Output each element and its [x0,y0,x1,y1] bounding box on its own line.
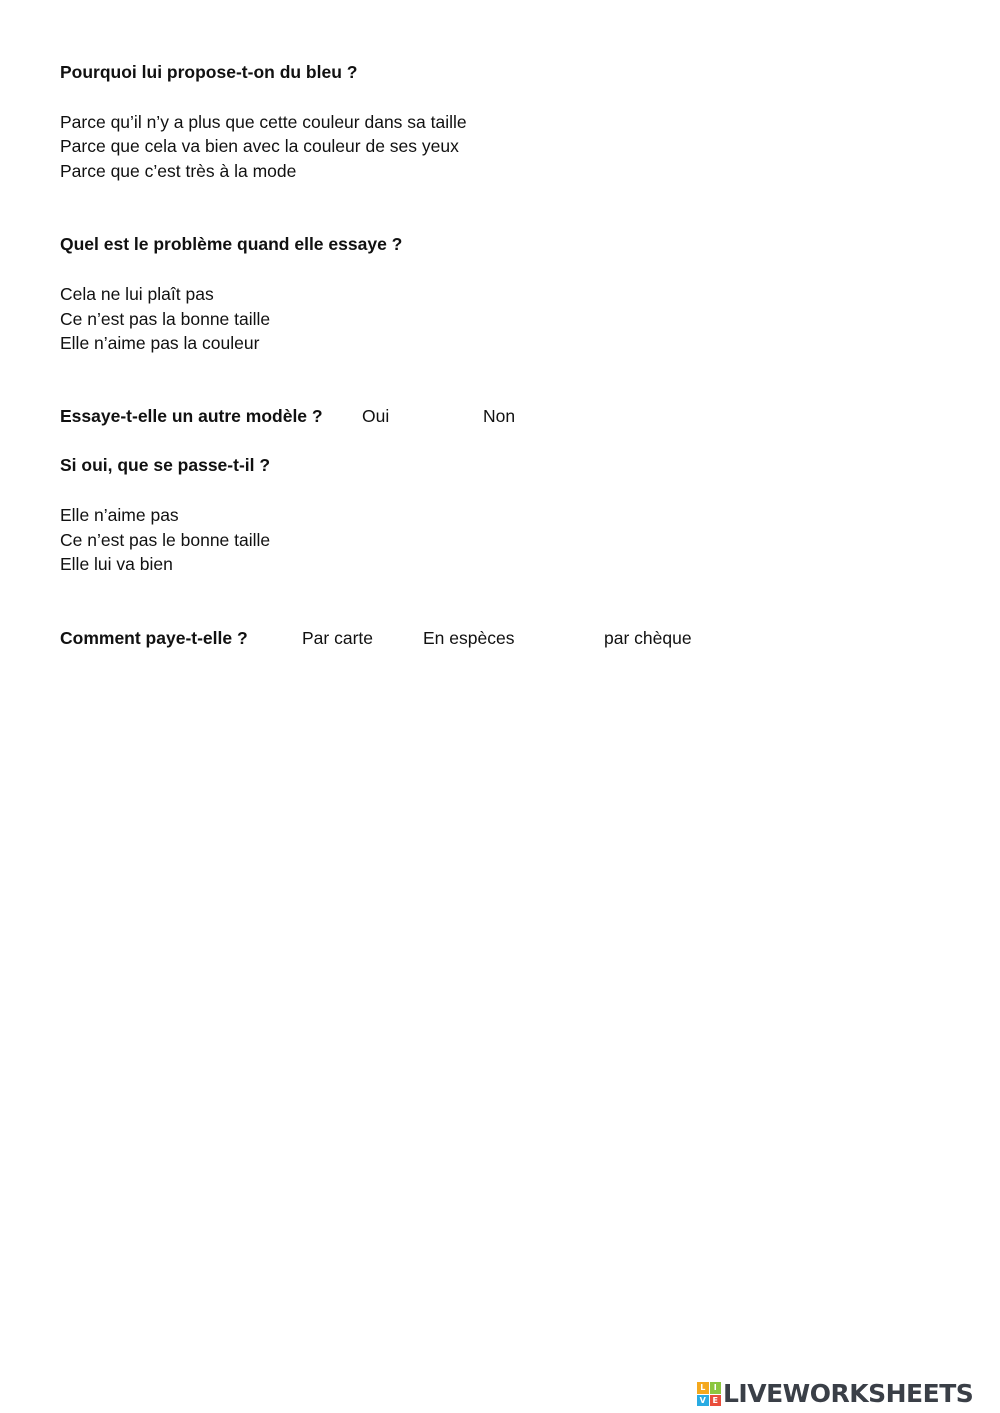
logo-blocks-icon [697,1382,721,1406]
question-2-text: Quel est le problème quand elle essaye ? [60,234,403,254]
question-2-option-2[interactable]: Ce n’est pas la bonne taille [60,309,271,329]
logo-block-v: V [697,1395,709,1407]
question-3-option-oui[interactable]: Oui [362,406,390,426]
question-1-option-3[interactable]: Parce que c’est très à la mode [60,161,297,181]
question-1-option-2[interactable]: Parce que cela va bien avec la couleur de ses yeux [60,136,459,156]
question-2-option-3[interactable]: Elle n’aime pas la couleur [60,333,260,353]
question-5-option-cheque[interactable]: par chèque [604,628,692,648]
question-2-option-1[interactable]: Cela ne lui plaît pas [60,284,214,304]
logo-text: LIVEWORKSHEETS [723,1379,974,1408]
question-3-text: Essaye-t-elle un autre modèle ? [60,406,323,426]
question-1-text: Pourquoi lui propose-t-on du bleu ? [60,62,358,82]
question-1-option-1[interactable]: Parce qu’il n’y a plus que cette couleur dans sa taille [60,112,467,132]
question-3-option-non[interactable]: Non [483,406,516,426]
question-5-option-carte[interactable]: Par carte [302,628,373,648]
logo-block-l: L [697,1382,709,1394]
question-4-text: Si oui, que se passe-t-il ? [60,455,271,475]
question-5-text: Comment paye-t-elle ? [60,628,248,648]
logo-block-i: I [710,1382,722,1394]
question-4-option-3[interactable]: Elle lui va bien [60,554,173,574]
question-5-option-especes[interactable]: En espèces [423,628,515,648]
question-4-option-2[interactable]: Ce n’est pas le bonne taille [60,530,271,550]
logo-block-e: E [710,1395,722,1407]
question-4-option-1[interactable]: Elle n’aime pas [60,505,179,525]
liveworksheets-logo [697,1378,973,1410]
